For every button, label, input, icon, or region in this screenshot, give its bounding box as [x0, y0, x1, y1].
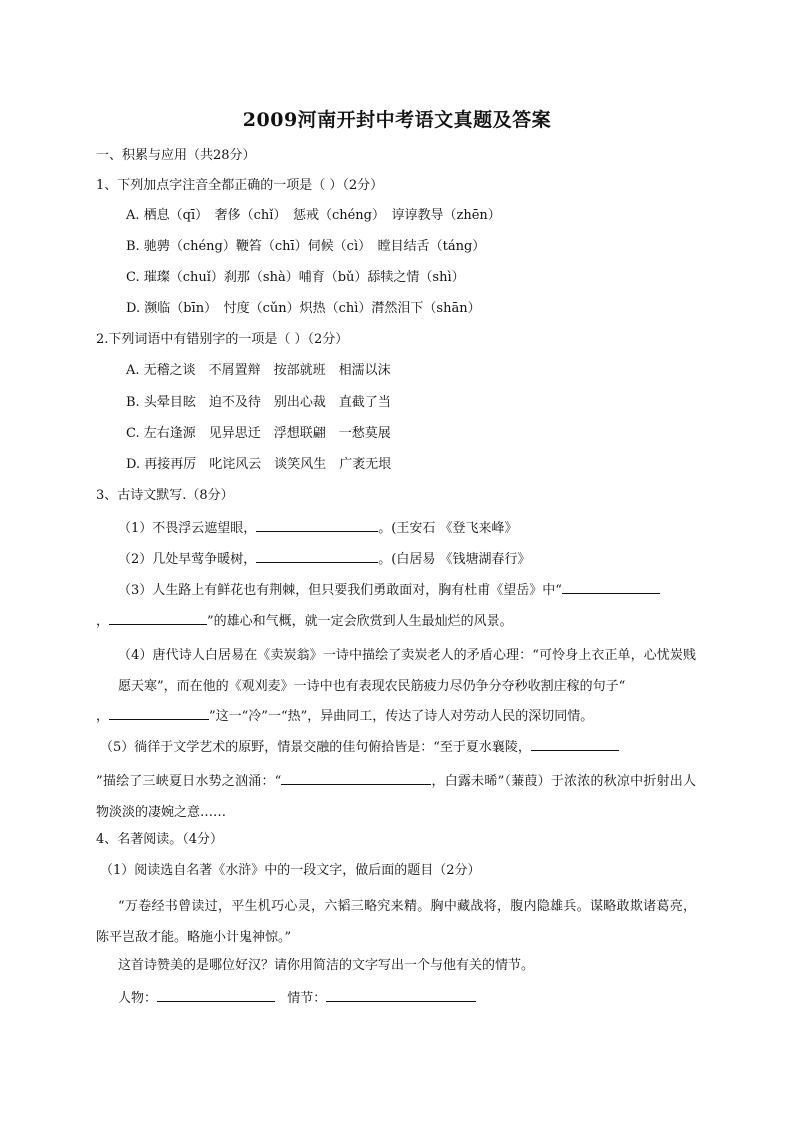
- q3-item-3-tail: ”的雄心和气概，就一定会欣赏到人生最灿烂的风景。: [207, 614, 513, 629]
- q3-item-4-line3: [96, 704, 696, 726]
- q4-question: 这首诗赞美的是哪位好汉？请你用简洁的文字写出一个与他有关的情节。: [118, 958, 535, 973]
- answer-blank[interactable]: [562, 578, 660, 594]
- q1-option-c: C. 璀璨（chuǐ）刹那（shà）哺育（bǔ）舔犊之情（shì）: [126, 270, 465, 285]
- answer-blank[interactable]: [256, 516, 378, 532]
- q3-item-5-tail: ，白露未晞”（蒹葭）于浓浓的秋凉中折射出人物淡淡的凄婉之意……: [96, 774, 696, 820]
- q3-item-3-text: （3）人生路上有鲜花也有荆棘，但只要我们勇敢面对，胸有杜甫《望岳》中“: [118, 583, 562, 598]
- question-4-stem: 4、名著阅读。（4分）: [96, 832, 224, 847]
- q3-item-5-text: （5）徜徉于文学艺术的原野，情景交融的佳句俯拾皆是：“至于夏水襄陵，: [100, 740, 531, 755]
- q3-item-5-mid: ”描绘了三峡夏日水势之汹涌：“: [96, 774, 282, 789]
- q3-item-5-rest: [96, 766, 696, 828]
- q1-option-a: A. 栖息（qī） 奢侈（chǐ） 惩戒（chéng） 谆谆教导（zhēn）: [126, 208, 501, 223]
- q3-item-2: [118, 547, 718, 569]
- plot-answer-blank[interactable]: [326, 986, 476, 1002]
- answer-blank[interactable]: [281, 769, 431, 785]
- q3-item-3-line1: [118, 578, 718, 600]
- q2-option-c: C. 左右逢源 见异思迁 浮想联翩 一愁莫展: [126, 426, 391, 441]
- q4-answer-row: [118, 986, 718, 1008]
- answer-blank[interactable]: [256, 547, 378, 563]
- q3-item-3-line2: [96, 609, 696, 631]
- q4-poem: “万卷经书曾读过，平生机巧心灵，六韬三略究来精。胸中藏战将，腹内隐雄兵。谋略敢欺诸葛亮，陈平岂敌才能。略施小计鬼神惊。”: [96, 899, 696, 945]
- person-label: 人物：: [118, 991, 158, 1006]
- q2-option-d: D. 再接再厉 叱诧风云 谈笑风生 广袤无垠: [126, 457, 392, 472]
- q3-item-1-text: （1）不畏浮云遮望眼，: [118, 521, 257, 536]
- q2-option-b: B. 头晕目眩 迫不及待 别出心裁 直截了当: [126, 395, 391, 410]
- question-2-stem: 2.下列词语中有错别字的一项是（ ）（2分）: [96, 332, 349, 347]
- q3-item-2-source: 。(白居易 《钱塘湖春行》: [378, 552, 531, 567]
- q3-item-4-comma: ，: [96, 709, 110, 724]
- q3-item-5-line1: [100, 735, 700, 757]
- q4-subquestion-1: （1）阅读选自名著《水浒》中的一段文字，做后面的题目（2分）: [100, 863, 481, 878]
- q1-option-b: B. 驰骋（chéng）鞭笞（chī）伺候（cì） 瞠目结舌（táng）: [126, 239, 486, 254]
- answer-blank[interactable]: [109, 704, 209, 720]
- q3-item-4-tail: ”这一“冷”一“热”，异曲同工，传达了诗人对劳动人民的深切同情。: [209, 709, 594, 724]
- person-answer-blank[interactable]: [157, 986, 275, 1002]
- page-title: 2009河南开封中考语文真题及答案: [242, 109, 552, 131]
- q3-item-3-comma: ，: [96, 614, 110, 629]
- q3-item-1: [118, 516, 718, 538]
- plot-label: 情节：: [287, 991, 327, 1006]
- q1-option-d: D. 濒临（bīn） 忖度（cǔn）炽热（chì）潸然泪下（shān）: [126, 301, 481, 316]
- answer-blank[interactable]: [109, 609, 207, 625]
- q3-item-4: [118, 640, 696, 702]
- q3-item-1-source: 。(王安石 《登飞来峰》: [378, 521, 518, 536]
- question-1-stem: 1、下列加点字注音全都正确的一项是（ ）（2分）: [96, 178, 384, 193]
- answer-blank[interactable]: [531, 735, 619, 751]
- section-heading: 一、积累与应用（共28分）: [96, 148, 256, 163]
- q3-item-2-text: （2）几处早莺争暖树，: [118, 552, 257, 567]
- q3-item-4-text: （4）唐代诗人白居易在《卖炭翁》一诗中描绘了卖炭老人的矛盾心理：“可怜身上衣正单，心忧炭贱愿天寒”，而在他的《观刈麦》一诗中也有表现农民筋疲力尽仍争分夺秒收割庄稼的句子“: [118, 648, 696, 694]
- question-3-stem: 3、古诗文默写.（8分）: [96, 488, 234, 503]
- q2-option-a: A. 无稽之谈 不屑置辩 按部就班 相濡以沫: [126, 363, 391, 378]
